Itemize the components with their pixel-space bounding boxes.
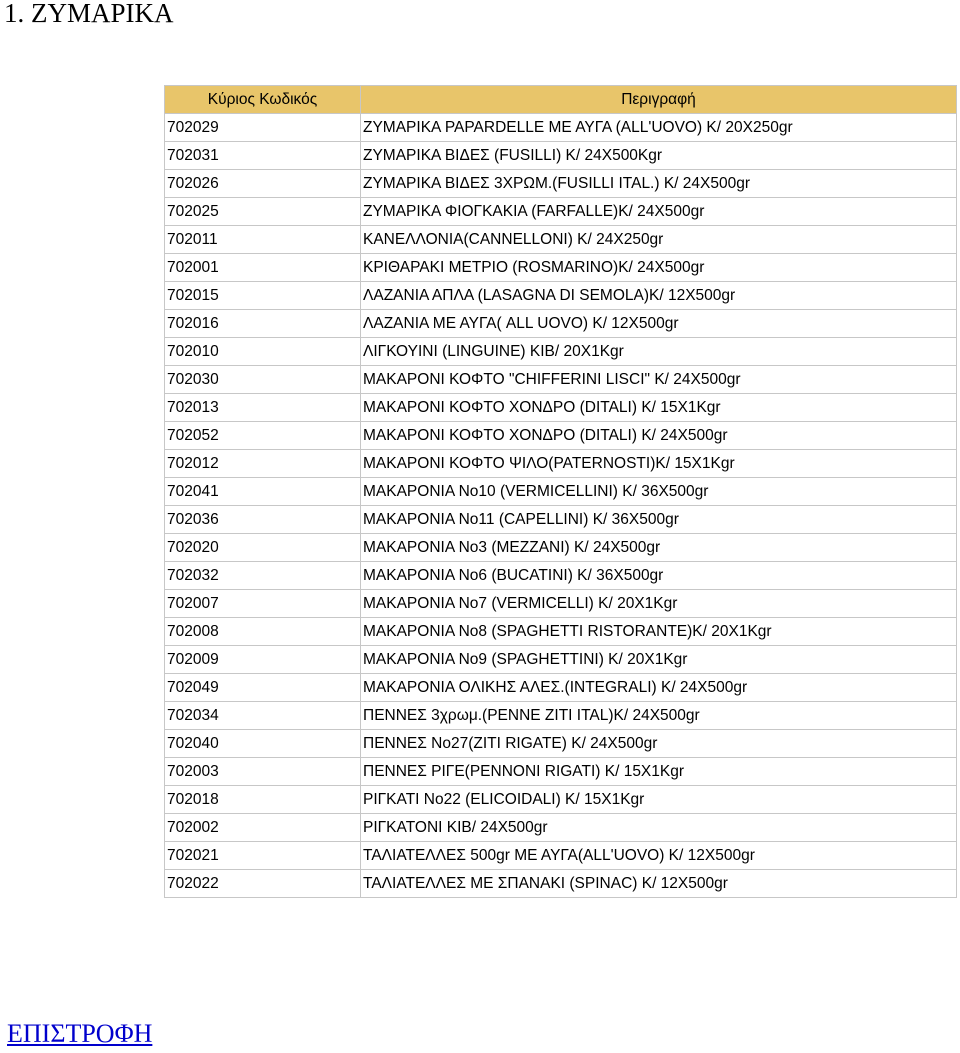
product-code-cell: 702021 xyxy=(165,842,361,870)
product-code-cell: 702015 xyxy=(165,282,361,310)
product-description-cell: ΜΑΚΑΡΟΝΙΑ Νο9 (SPAGHETTINI) Κ/ 20Χ1Kgr xyxy=(361,646,957,674)
table-row xyxy=(165,646,957,674)
product-code-cell: 702022 xyxy=(165,870,361,898)
product-code-cell: 702040 xyxy=(165,730,361,758)
product-code-cell: 702052 xyxy=(165,422,361,450)
product-code-cell: 702030 xyxy=(165,366,361,394)
product-code-cell: 702013 xyxy=(165,394,361,422)
table-row xyxy=(165,366,957,394)
table-row xyxy=(165,702,957,730)
product-description-cell: ΖΥΜΑΡΙΚΑ ΒΙΔΕΣ 3ΧΡΩΜ.(FUSILLI ITAL.) Κ/ 24Χ500gr xyxy=(361,170,957,198)
table-row xyxy=(165,394,957,422)
product-description-cell: ΖΥΜΑΡΙΚΑ ΦΙΟΓΚΑΚΙΑ (FARFALLE)Κ/ 24Χ500gr xyxy=(361,198,957,226)
product-code-cell: 702011 xyxy=(165,226,361,254)
product-code-cell: 702032 xyxy=(165,562,361,590)
table-row xyxy=(165,422,957,450)
product-description-cell: ΠΕΝΝΕΣ Νο27(ZITI RIGATE) Κ/ 24Χ500gr xyxy=(361,730,957,758)
product-description-cell: ΛΑΖΑΝΙΑ ΑΠΛΑ (LASAGNA DI SEMOLA)Κ/ 12Χ500gr xyxy=(361,282,957,310)
table-row xyxy=(165,170,957,198)
product-description-cell: ΜΑΚΑΡΟΝΙ ΚΟΦΤΟ ΨΙΛΟ(PATERNOSTI)Κ/ 15Χ1Kgr xyxy=(361,450,957,478)
product-description-cell: ΠΕΝΝΕΣ 3χρωμ.(PENNE ZITI ITAL)Κ/ 24Χ500gr xyxy=(361,702,957,730)
product-description-cell: ΚΑΝΕΛΛΟΝΙΑ(CANNELLONI) Κ/ 24Χ250gr xyxy=(361,226,957,254)
table-row xyxy=(165,310,957,338)
product-code-cell: 702018 xyxy=(165,786,361,814)
product-description-cell: ΜΑΚΑΡΟΝΙΑ Νο6 (BUCATINI) Κ/ 36Χ500gr xyxy=(361,562,957,590)
product-description-cell: ΛΑΖΑΝΙΑ ΜΕ ΑΥΓΑ( ALL UOVO) Κ/ 12Χ500gr xyxy=(361,310,957,338)
product-code-cell: 702036 xyxy=(165,506,361,534)
table-row xyxy=(165,814,957,842)
table-row xyxy=(165,758,957,786)
product-description-cell: ΤΑΛΙΑΤΕΛΛΕΣ 500gr ΜΕ ΑΥΓΑ(ALL'UOVO) Κ/ 12Χ500gr xyxy=(361,842,957,870)
product-code-cell: 702009 xyxy=(165,646,361,674)
product-code-cell: 702010 xyxy=(165,338,361,366)
table-row xyxy=(165,282,957,310)
product-description-cell: ΜΑΚΑΡΟΝΙΑ Νο7 (VERMICELLI) Κ/ 20Χ1Kgr xyxy=(361,590,957,618)
table-row xyxy=(165,198,957,226)
product-code-cell: 702008 xyxy=(165,618,361,646)
product-description-cell: ΤΑΛΙΑΤΕΛΛΕΣ ΜΕ ΣΠΑΝΑΚΙ (SPINAC) Κ/ 12Χ500gr xyxy=(361,870,957,898)
table-row xyxy=(165,534,957,562)
product-code-cell: 702025 xyxy=(165,198,361,226)
product-code-cell: 702016 xyxy=(165,310,361,338)
product-code-cell: 702029 xyxy=(165,114,361,142)
product-code-cell: 702007 xyxy=(165,590,361,618)
product-code-cell: 702034 xyxy=(165,702,361,730)
product-table xyxy=(164,85,957,898)
product-description-cell: ΛΙΓΚΟΥΙΝΙ (LINGUINE) ΚΙΒ/ 20Χ1Kgr xyxy=(361,338,957,366)
product-description-cell: ΡΙΓΚΑΤΙ Νο22 (ELICOIDALI) Κ/ 15Χ1Kgr xyxy=(361,786,957,814)
table-row xyxy=(165,674,957,702)
product-code-cell: 702020 xyxy=(165,534,361,562)
table-row xyxy=(165,226,957,254)
table-row xyxy=(165,842,957,870)
product-description-cell: ΜΑΚΑΡΟΝΙ ΚΟΦΤΟ ΧΟΝΔΡΟ (DITALI) Κ/ 24Χ500gr xyxy=(361,422,957,450)
product-description-cell: ΖΥΜΑΡΙΚΑ ΒΙΔΕΣ (FUSILLI) Κ/ 24Χ500Kgr xyxy=(361,142,957,170)
product-code-cell: 702049 xyxy=(165,674,361,702)
table-row xyxy=(165,506,957,534)
table-header-row xyxy=(165,86,957,114)
header-code: Κύριος Κωδικός xyxy=(165,86,361,114)
table-row xyxy=(165,618,957,646)
table-body xyxy=(165,114,957,898)
product-description-cell: ΠΕΝΝΕΣ ΡΙΓΕ(PENNONI RIGATI) Κ/ 15Χ1Kgr xyxy=(361,758,957,786)
table-row xyxy=(165,254,957,282)
header-description: Περιγραφή xyxy=(361,86,957,114)
product-description-cell: ΜΑΚΑΡΟΝΙ ΚΟΦΤΟ "CHIFFERINI LISCI" Κ/ 24Χ500gr xyxy=(361,366,957,394)
table-row xyxy=(165,786,957,814)
product-code-cell: 702001 xyxy=(165,254,361,282)
product-description-cell: ΜΑΚΑΡΟΝΙ ΚΟΦΤΟ ΧΟΝΔΡΟ (DITALI) Κ/ 15Χ1Kgr xyxy=(361,394,957,422)
product-code-cell: 702012 xyxy=(165,450,361,478)
table-row xyxy=(165,450,957,478)
table-row xyxy=(165,562,957,590)
product-code-cell: 702002 xyxy=(165,814,361,842)
product-description-cell: ΜΑΚΑΡΟΝΙΑ Νο8 (SPAGHETTI RISTORANTE)Κ/ 20Χ1Kgr xyxy=(361,618,957,646)
product-description-cell: ΜΑΚΑΡΟΝΙΑ Νο11 (CAPELLINI) Κ/ 36Χ500gr xyxy=(361,506,957,534)
product-code-cell: 702031 xyxy=(165,142,361,170)
table-row xyxy=(165,338,957,366)
product-code-cell: 702041 xyxy=(165,478,361,506)
product-description-cell: ΜΑΚΑΡΟΝΙΑ Νο10 (VERMICELLINI) Κ/ 36Χ500gr xyxy=(361,478,957,506)
product-code-cell: 702003 xyxy=(165,758,361,786)
product-code-cell: 702026 xyxy=(165,170,361,198)
table-row xyxy=(165,870,957,898)
product-description-cell: ΡΙΓΚΑΤΟΝΙ ΚΙΒ/ 24Χ500gr xyxy=(361,814,957,842)
product-description-cell: ΖΥΜΑΡΙΚΑ PAPARDELLE ΜΕ ΑΥΓΑ (ALL'UOVO) Κ/ 20Χ250gr xyxy=(361,114,957,142)
product-description-cell: ΜΑΚΑΡΟΝΙΑ ΟΛΙΚΗΣ ΑΛΕΣ.(INTEGRALI) Κ/ 24Χ500gr xyxy=(361,674,957,702)
table-row xyxy=(165,478,957,506)
table-row xyxy=(165,730,957,758)
return-link[interactable]: ΕΠΙΣΤΡΟΦΗ xyxy=(7,1019,153,1048)
table-row xyxy=(165,114,957,142)
table-row xyxy=(165,590,957,618)
product-description-cell: ΜΑΚΑΡΟΝΙΑ Νο3 (MEZZANI) Κ/ 24Χ500gr xyxy=(361,534,957,562)
table-row xyxy=(165,142,957,170)
page-title: 1. ΖΥΜΑΡΙΚΑ xyxy=(4,0,174,28)
product-description-cell: ΚΡΙΘΑΡΑΚΙ ΜΕΤΡΙΟ (ROSMARINO)Κ/ 24Χ500gr xyxy=(361,254,957,282)
